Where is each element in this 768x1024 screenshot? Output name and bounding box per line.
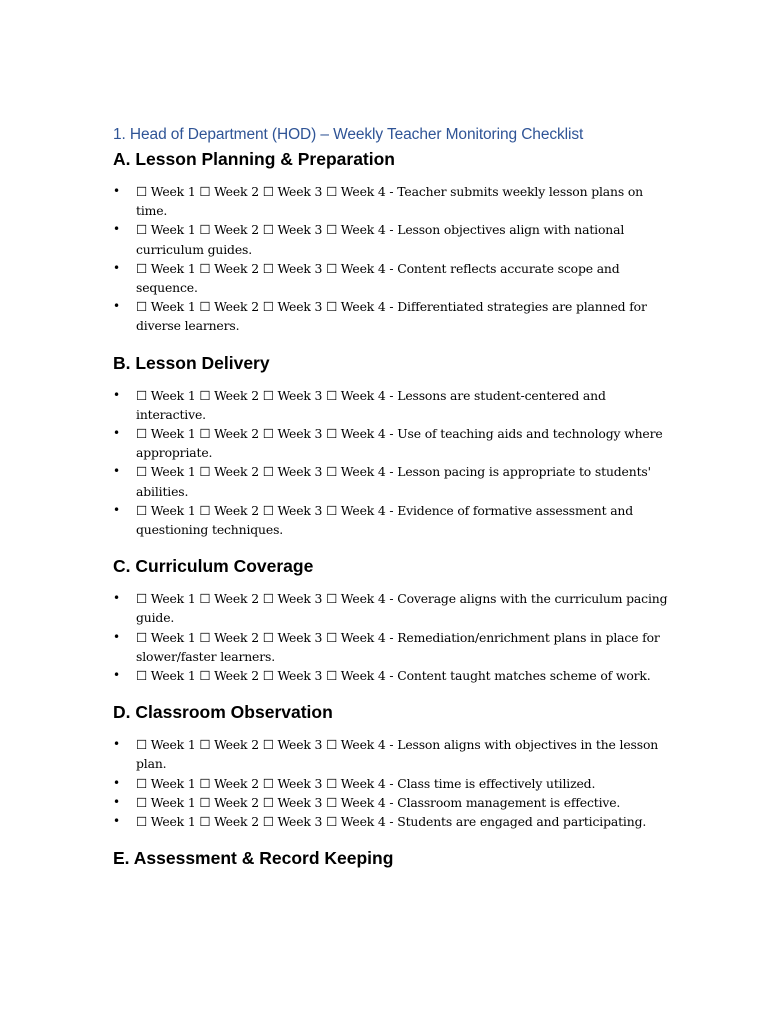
- list-item: [113, 793, 673, 812]
- bullet-icon: •: [113, 629, 120, 644]
- section-heading: A. Lesson Planning & Preparation: [113, 149, 395, 169]
- checklist: [113, 182, 673, 336]
- list-item-text: ☐ Week 1 ☐ Week 2 ☐ Week 3 ☐ Week 4 - Use of teaching aids and technology where appropriate.: [136, 426, 663, 461]
- list-item-text: ☐ Week 1 ☐ Week 2 ☐ Week 3 ☐ Week 4 - Lesson pacing is appropriate to students' abilities.: [136, 464, 651, 499]
- section-classroom-observation: [113, 699, 673, 831]
- bullet-icon: •: [113, 591, 120, 606]
- checklist: [113, 589, 673, 685]
- bullet-icon: •: [113, 775, 120, 790]
- bullet-icon: •: [113, 668, 120, 683]
- section-heading: D. Classroom Observation: [113, 702, 333, 723]
- list-item: [113, 297, 673, 335]
- list-item: [113, 182, 673, 220]
- section-lesson-delivery: [113, 350, 673, 540]
- list-item-text: ☐ Week 1 ☐ Week 2 ☐ Week 3 ☐ Week 4 - Evidence of formative assessment and questioning techniques.: [136, 502, 634, 538]
- section-heading: C. Curriculum Coverage: [113, 556, 314, 577]
- bullet-icon: •: [113, 814, 120, 829]
- section-assessment-record-keeping: [113, 845, 673, 871]
- list-item-text: ☐ Week 1 ☐ Week 2 ☐ Week 3 ☐ Week 4 - Classroom management is effective.: [136, 794, 621, 810]
- list-item: [113, 774, 673, 793]
- section-lesson-planning: [113, 146, 673, 336]
- checklist: [113, 735, 673, 831]
- list-item: [113, 735, 673, 773]
- list-item-text: ☐ Week 1 ☐ Week 2 ☐ Week 3 ☐ Week 4 - Content taught matches scheme of work.: [136, 668, 651, 684]
- bullet-icon: •: [113, 737, 120, 752]
- list-item: [113, 589, 673, 627]
- section-heading: E. Assessment & Record Keeping: [113, 848, 394, 869]
- list-item-text: ☐ Week 1 ☐ Week 2 ☐ Week 3 ☐ Week 4 - Students are engaged and participating.: [136, 814, 647, 830]
- list-item-text: ☐ Week 1 ☐ Week 2 ☐ Week 3 ☐ Week 4 - Lessons are student-centered and interactive.: [136, 387, 606, 422]
- bullet-icon: •: [113, 794, 120, 809]
- list-item-text: ☐ Week 1 ☐ Week 2 ☐ Week 3 ☐ Week 4 - Remediation/enrichment plans in place for slower/faster learners.: [136, 629, 660, 664]
- list-item-text: ☐ Week 1 ☐ Week 2 ☐ Week 3 ☐ Week 4 - Class time is effectively utilized.: [136, 775, 596, 791]
- document-page: [113, 124, 673, 871]
- bullet-icon: •: [113, 184, 120, 198]
- section-curriculum-coverage: [113, 553, 673, 685]
- list-item: [113, 259, 673, 297]
- list-item: [113, 386, 673, 424]
- list-item: [113, 812, 673, 831]
- list-item-text: ☐ Week 1 ☐ Week 2 ☐ Week 3 ☐ Week 4 - Lesson aligns with objectives in the lesson plan.: [136, 737, 659, 772]
- list-item-text: ☐ Week 1 ☐ Week 2 ☐ Week 3 ☐ Week 4 - Teacher submits weekly lesson plans on time.: [136, 184, 644, 219]
- list-item: [113, 628, 673, 666]
- list-item: [113, 666, 673, 685]
- bullet-icon: •: [113, 464, 120, 479]
- list-item-text: ☐ Week 1 ☐ Week 2 ☐ Week 3 ☐ Week 4 - Lesson objectives align with national curriculum guides.: [136, 222, 625, 257]
- bullet-icon: •: [113, 502, 120, 517]
- bullet-icon: •: [113, 387, 120, 402]
- list-item: [113, 424, 673, 462]
- list-item: [113, 501, 673, 539]
- checklist: [113, 386, 673, 540]
- list-item-text: ☐ Week 1 ☐ Week 2 ☐ Week 3 ☐ Week 4 - Coverage aligns with the curriculum pacing guide.: [136, 591, 668, 626]
- document-title: 1. Head of Department (HOD) – Weekly Teacher Monitoring Checklist: [113, 126, 584, 143]
- list-item: [113, 462, 673, 500]
- list-item-text: ☐ Week 1 ☐ Week 2 ☐ Week 3 ☐ Week 4 - Differentiated strategies are planned for diverse learners.: [136, 299, 647, 334]
- bullet-icon: •: [113, 299, 120, 314]
- bullet-icon: •: [113, 260, 120, 275]
- list-item-text: ☐ Week 1 ☐ Week 2 ☐ Week 3 ☐ Week 4 - Content reflects accurate scope and sequence.: [136, 260, 620, 296]
- section-heading: B. Lesson Delivery: [113, 352, 270, 373]
- bullet-icon: •: [113, 426, 120, 441]
- list-item: [113, 220, 673, 258]
- bullet-icon: •: [113, 222, 120, 237]
